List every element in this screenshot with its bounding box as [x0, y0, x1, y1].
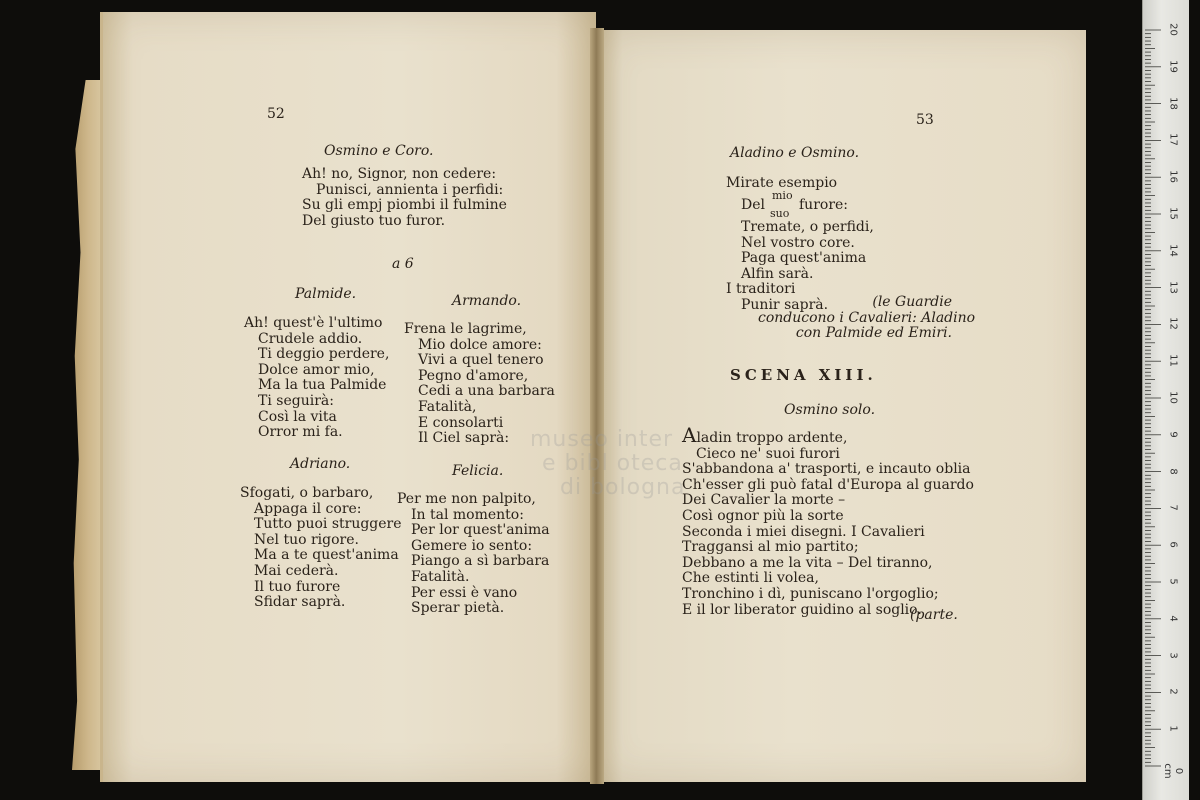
verse-line: Sperar pietà. [411, 600, 505, 617]
verse-line: Il Ciel saprà: [418, 430, 510, 447]
verse-line: Per lor quest'anima [411, 522, 550, 539]
verse-line: In tal momento: [411, 506, 524, 523]
verse-line: Vivi a quel tenero [418, 352, 544, 369]
verse-line: Del giusto tuo furor. [302, 212, 446, 229]
verse-line: Mai cederà. [254, 562, 339, 579]
ruler-number: 1 [1167, 725, 1179, 732]
left-page-number: 52 [267, 106, 285, 122]
ruler-number: 6 [1167, 541, 1179, 548]
felicia-heading: Felicia. [452, 463, 504, 479]
ruler-ticks [1143, 0, 1189, 800]
ruler-number: 8 [1167, 467, 1179, 475]
verse-line: Ah! quest'è l'ultimo [244, 315, 383, 331]
ensemble-label: a 6 [392, 256, 414, 272]
verse-line: Pegno d'amore, [418, 367, 529, 384]
armando-heading: Armando. [452, 293, 522, 309]
stage-line: conducono i Cavalieri: Aladino [758, 309, 976, 326]
armando-verse [404, 322, 555, 447]
duet-heading: Aladino e Osmino. [730, 145, 860, 161]
ruler-number: 2 [1167, 688, 1179, 696]
ruler-number: 4 [1167, 615, 1179, 622]
adriano-heading: Adriano. [290, 456, 351, 472]
verse-line: Ah! no, Signor, non cedere: [302, 166, 497, 182]
duet-verse-del: Del [741, 197, 765, 213]
palmide-verse [244, 316, 389, 441]
verse-line: Per me non palpito, [397, 491, 536, 507]
stage-line: con Palmide ed Emiri. [795, 325, 952, 342]
verse-line: Cieco ne' suoi furori [696, 445, 840, 462]
chorus-heading: Osmino e Coro. [324, 143, 434, 159]
ruler-number: 0 cm [1162, 763, 1184, 779]
book-gutter [590, 28, 604, 784]
scene-title: SCENA XIII. [730, 366, 877, 384]
verse-line: Cedi a una barbara [418, 383, 555, 400]
verse-line: E consolarti [418, 414, 504, 431]
ruler-number: 11 [1167, 354, 1179, 368]
verse-line: Sfidar saprà. [254, 594, 346, 611]
duet-variant-bottom: suo [770, 207, 790, 220]
ruler-number: 14 [1167, 243, 1179, 257]
verse-line: Gemere io sento: [411, 537, 533, 554]
chorus-verse [302, 167, 507, 229]
verse-line: Dolce amor mio, [258, 361, 375, 378]
verse-line: Orror mi fa. [258, 424, 343, 441]
verse-line: Fatalità, [418, 398, 477, 415]
verse-line: S'abbandona a' trasporti, e incauto oblia [682, 461, 971, 478]
verse-line: Tremate, o perfidi, [741, 219, 874, 235]
measurement-ruler [1142, 0, 1189, 800]
verse-line: Nel vostro core. [741, 234, 855, 251]
verse-line: Il tuo furore [254, 578, 341, 595]
verse-line: Traggansi al mio partito; [682, 539, 859, 556]
adriano-verse [240, 486, 402, 611]
ruler-number: 7 [1167, 504, 1179, 512]
monologue-first-line [682, 423, 974, 447]
ruler-number: 18 [1167, 96, 1179, 110]
verse-line: ladin troppo ardente, [696, 430, 848, 446]
ruler-number: 20 [1167, 23, 1179, 36]
palmide-heading: Palmide. [295, 286, 357, 302]
duet-variant-top: mio [772, 189, 793, 202]
verse-line: Ti deggio perdere, [258, 346, 390, 363]
verse-line: Punir saprà. [741, 296, 829, 313]
scene-heading: Osmino solo. [784, 402, 876, 418]
verse-line: Frena le lagrime, [404, 321, 527, 337]
monologue [682, 423, 974, 618]
verse-line: Per essi è vano [411, 584, 518, 601]
watermark-line: museo inter [530, 427, 674, 452]
verse-line: Alfin sarà. [741, 265, 814, 282]
verse-line: Mio dolce amore: [418, 336, 542, 353]
watermark-line: e bibl oteca [542, 451, 683, 476]
verse-line: Che estinti li volea, [682, 570, 819, 587]
verse-line: Così la vita [258, 408, 337, 425]
verse-line: Tronchino i dì, puniscano l'orgoglio; [682, 585, 939, 602]
ruler-number: 17 [1167, 133, 1179, 147]
stage-line: (le Guardie [872, 294, 952, 310]
verse-line: Tutto puoi struggere [254, 516, 402, 533]
duet-verse-furore: furore: [799, 197, 849, 213]
verse-line: Così ognor più la sorte [682, 507, 844, 524]
ruler-number: 10 [1167, 391, 1179, 404]
verse-line: E il lor liberator guidino al soglio. [682, 601, 922, 618]
ruler-number: 3 [1167, 651, 1179, 659]
ruler-number: 15 [1167, 207, 1179, 220]
drop-cap: A [682, 423, 697, 447]
verse-line: Ti seguirà: [258, 392, 334, 409]
exit-direction: (parte. [910, 607, 958, 623]
right-page-number: 53 [916, 112, 934, 128]
verse-line: Sfogati, o barbaro, [240, 485, 374, 501]
verse-line: I traditori [726, 281, 796, 298]
ruler-number: 12 [1167, 317, 1179, 331]
verse-line: Seconda i miei disegni. I Cavalieri [682, 523, 925, 540]
verse-line: Crudele addio. [258, 330, 363, 347]
verse-line: Ma a te quest'anima [254, 547, 399, 564]
ruler-number: 5 [1167, 578, 1179, 585]
verse-line: Ch'esser gli può fatal d'Europa al guardo [682, 476, 974, 493]
verse-line: Paga quest'anima [741, 250, 867, 267]
watermark-line: di bologna [560, 475, 686, 500]
verse-line: Appaga il core: [254, 500, 362, 517]
ruler-number: 19 [1167, 59, 1179, 73]
verse-line: Punisci, annienta i perfidi: [316, 181, 504, 198]
ruler-number: 16 [1167, 170, 1179, 184]
verse-line: Dei Cavalier la morte – [682, 492, 846, 509]
verse-line: Fatalità. [411, 568, 470, 585]
stage-direction [758, 294, 976, 342]
duet-verse-first: Mirate esempio [726, 175, 838, 191]
verse-line: Ma la tua Palmide [258, 377, 387, 394]
verse-line: Piango a sì barbara [411, 553, 550, 570]
ruler-number: 13 [1167, 280, 1179, 294]
verse-line: Nel tuo rigore. [254, 531, 359, 548]
verse-line: Su gli empj piombi il fulmine [302, 197, 507, 214]
verse-line: Debbano a me la vita – Del tiranno, [682, 554, 933, 571]
felicia-verse [397, 492, 550, 617]
ruler-number: 9 [1167, 431, 1179, 438]
